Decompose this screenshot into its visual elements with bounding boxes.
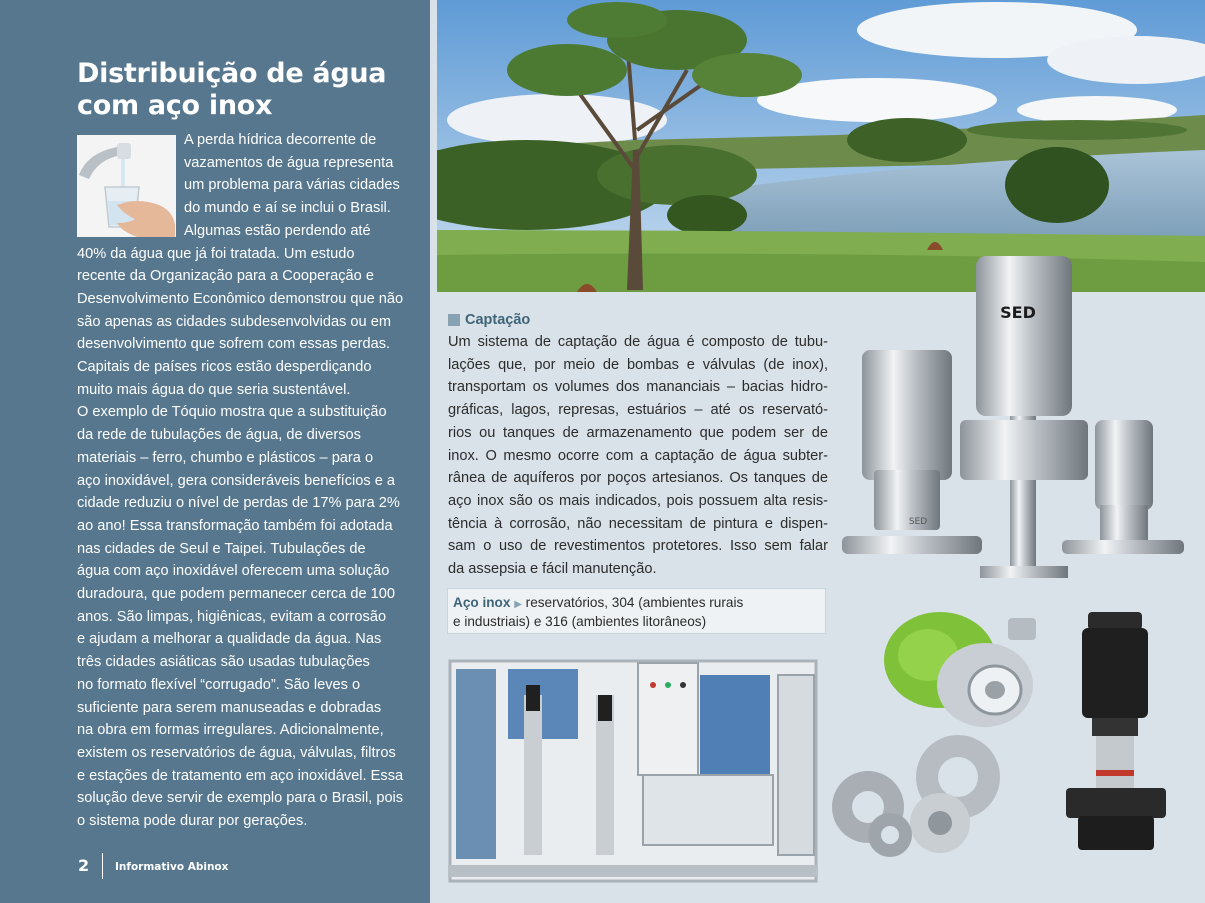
note-highlight: Aço inox [453, 595, 511, 610]
text-line: A perda hídrica decorrente de [184, 132, 377, 148]
vertical-pump-photo [1062, 610, 1170, 855]
note-line: e industriais) e 316 (ambientes litorâneos) [453, 614, 707, 629]
section-title: Captação [465, 312, 531, 328]
text-line: inox. O mesmo ocorre com a captação de água subter- [448, 447, 828, 464]
text-line: Um sistema de captação de água é composto de tubu- [448, 334, 828, 350]
title-line-2: com aço inox [77, 90, 273, 121]
text-line: duradoura, que podem permanecer cerca de 100 [77, 586, 396, 603]
valve-brand-label: SED [1000, 303, 1036, 322]
note-line: reservatórios, 304 (ambientes rurais [525, 595, 744, 610]
text-line: tência à corrosão, não necessitam de pintura e dispen- [448, 515, 828, 532]
text-line: o sistema pode durar por gerações. [77, 813, 308, 830]
text-line: solução deve servir de exemplo para o Brasil, pois [77, 790, 404, 807]
text-line: vazamentos de água representa [184, 154, 394, 171]
text-line: rios ou tanques de armazenamento que podem ser de [448, 424, 828, 441]
stainless-valves-photo [840, 250, 1190, 585]
text-line: materiais – ferro, chumbo e plásticos – para o [77, 449, 374, 466]
text-line: do mundo e aí se inclui o Brasil. [184, 200, 391, 217]
text-line: aço inoxidável, gera consideráveis benefícios e a [77, 472, 396, 489]
green-pump-photo [880, 600, 1040, 740]
text-line: um problema para várias cidades [184, 177, 400, 194]
text-line: suficiente para serem manuseadas e dobradas [77, 699, 382, 716]
water-treatment-plant-photo [448, 655, 818, 890]
square-bullet-icon [448, 314, 460, 326]
text-line: da assepsia e fácil manutenção. [448, 561, 657, 578]
text-line: e estações de tratamento em aço inoxidável. Essa [77, 767, 404, 784]
text-line: três cidades asiáticas são usadas tubulações [77, 654, 370, 671]
text-line: água com aço inoxidável oferecem uma solução [77, 563, 390, 580]
text-line: anos. São limpas, higiênicas, evitam a corrosão [77, 608, 387, 625]
publication-name: Informativo Abinox [115, 861, 229, 873]
text-line: 40% da água que já foi tratada. Um estudo [77, 245, 355, 262]
text-line: recente da Organização para a Cooperação e [77, 268, 374, 285]
text-line: gráficas, lagos, represas, estuários – até os reservató- [448, 402, 828, 419]
steel-flanges-photo [830, 735, 1015, 860]
text-line: Algumas estão perdendo até [184, 222, 371, 239]
text-line: existem os reservatórios de água, válvulas, filtros [77, 744, 396, 761]
valve-brand-small: SED [908, 517, 928, 527]
text-line: e ajudam a melhorar a qualidade da água. Nas [77, 631, 382, 648]
text-line: aço inox são os mais indicados, pois possuem alta resis- [448, 492, 828, 509]
text-line: desenvolvimento que sofrem com essas perdas. [77, 336, 391, 353]
text-line: muito mais água do que seria sustentável. [77, 381, 351, 398]
text-line: Capitais de países ricos estão desperdiçando [77, 359, 372, 376]
text-line: sam o uso de revestimentos protetores. Isso sem falar [448, 538, 828, 555]
intro-wrapped-text [77, 129, 417, 833]
text-line: transportam os volumes dos mananciais – bacias hidro- [448, 379, 828, 396]
page-title [77, 58, 417, 122]
triangle-right-icon: ▶ [514, 599, 522, 610]
section-heading-captacao [448, 312, 530, 328]
text-line: no formato flexível “corrugado”. São leves o [77, 676, 361, 693]
text-line: rânea de aquíferos por poços artesianos. Os tanques de [448, 470, 828, 487]
page-number: 2 [78, 856, 90, 875]
lake-landscape-photo [437, 0, 1205, 292]
text-line: da rede de tubulações de água, de diversos [77, 427, 361, 444]
text-line: são apenas as cidades subdesenvolvidas ou em [77, 313, 391, 330]
text-line: ao ano! Essa transformação também foi adotada [77, 517, 393, 534]
title-line-1: Distribuição de água [77, 58, 387, 89]
text-line: O exemplo de Tóquio mostra que a substituição [77, 404, 387, 421]
text-line: lações que, por meio de bombas e válvulas (de inox), [448, 356, 828, 373]
footer-divider [102, 853, 103, 879]
text-line: cidade reduziu o nível de perdas de 17% para 2% [77, 495, 400, 512]
text-line: Desenvolvimento Econômico demonstrou que não [77, 290, 404, 307]
text-line: na obra em formas irregulares. Adicionalmente, [77, 722, 384, 739]
captacao-text [448, 331, 828, 581]
text-line: nas cidades de Seul e Taipei. Tubulações de [77, 540, 366, 557]
steel-grade-note [447, 588, 826, 634]
